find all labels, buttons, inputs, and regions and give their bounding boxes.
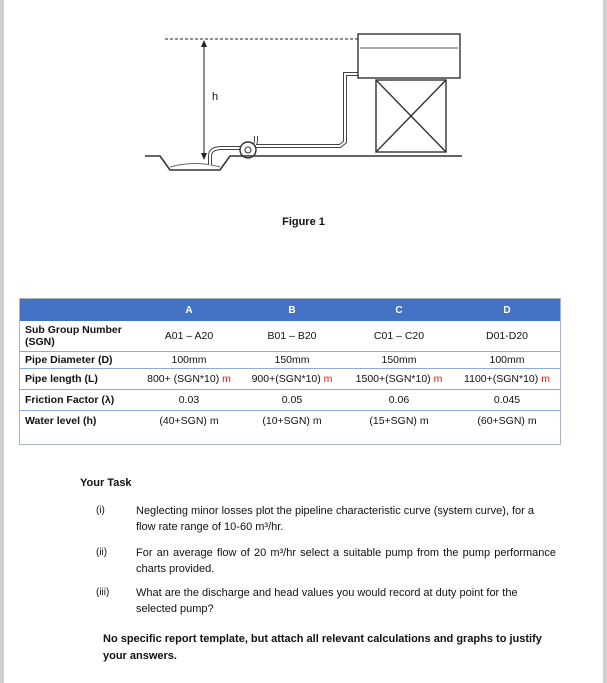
figure-caption: Figure 1 — [282, 216, 325, 228]
row-label: Sub Group Number (SGN) — [25, 324, 122, 348]
task-item-number: (ii) — [96, 547, 108, 558]
tank — [358, 34, 460, 78]
table-header-d: D — [454, 299, 560, 321]
h-arrow-bottom — [201, 153, 207, 160]
table-cell: 0.03 — [138, 390, 240, 411]
table-cell: 0.045 — [454, 390, 560, 411]
table-header-row — [20, 299, 560, 321]
row-label: Water level (h) — [20, 411, 138, 432]
row-label: Pipe length (L) — [20, 369, 138, 390]
page-edge-right — [603, 0, 607, 683]
h-arrow-top — [201, 40, 207, 47]
table-cell: 0.05 — [240, 390, 344, 411]
cell-value: 1100+(SGN*10) — [464, 373, 539, 385]
delivery-pipe-inner — [256, 74, 360, 146]
task-title: Your Task — [80, 477, 132, 489]
table-cell — [454, 369, 560, 390]
row-label: Friction Factor (λ) — [20, 390, 138, 411]
table-header-b: B — [240, 299, 344, 321]
task-item-1 — [96, 503, 566, 537]
table-header-a: A — [138, 299, 240, 321]
table-cell: (10+SGN) m — [240, 411, 344, 432]
cell-value: 800+ (SGN*10) — [147, 373, 220, 385]
row-label: Pipe Diameter (D) — [20, 352, 138, 369]
task-item-text: What are the discharge and head values you would record at duty point for the selected pump? — [136, 587, 518, 615]
table-row — [20, 411, 560, 432]
unit-text: m — [323, 373, 333, 385]
table-cell: C01 – C20 — [373, 330, 425, 342]
table-cell: 100mm — [454, 352, 560, 369]
unit-text: m — [541, 373, 550, 385]
table-cell: 150mm — [344, 352, 454, 369]
table-cell: 100mm — [138, 352, 240, 369]
parameter-table-box — [19, 298, 561, 445]
table-header-corner — [20, 299, 138, 321]
table-cell — [344, 369, 454, 390]
cell-value: 1500+(SGN*10) — [355, 373, 431, 385]
sump-ground — [145, 156, 240, 170]
parameter-table — [20, 299, 560, 431]
unit-text: m — [222, 373, 231, 385]
pump-tank-diagram — [140, 28, 470, 188]
table-cell: D01-D20 — [485, 330, 529, 342]
report-note: No specific report template, but attach all relevant calculations and graphs to justify your answers. — [103, 633, 542, 662]
table-cell: 150mm — [240, 352, 344, 369]
task-item-3 — [96, 585, 566, 619]
task-item-number: (i) — [96, 505, 105, 516]
task-item-2 — [96, 545, 566, 579]
table-cell — [138, 369, 240, 390]
table-header-c: C — [344, 299, 454, 321]
unit-text: m — [433, 373, 443, 385]
table-row — [20, 369, 560, 390]
page-edge-left — [0, 0, 4, 683]
table-row — [20, 390, 560, 411]
table-cell: (60+SGN) m — [454, 411, 560, 432]
table-cell — [240, 369, 344, 390]
table-cell: (15+SGN) m — [344, 411, 454, 432]
table-cell: A01 – A20 — [164, 330, 214, 342]
table-cell: B01 – B20 — [267, 330, 317, 342]
sump-water — [170, 164, 220, 168]
task-item-text: Neglecting minor losses plot the pipeline characteristic curve (system curve), for a flow rate range of 10-60 m³/hr. — [136, 505, 534, 533]
task-item-number: (iii) — [96, 587, 110, 598]
table-cell: 0.06 — [344, 390, 454, 411]
table-cell: (40+SGN) m — [138, 411, 240, 432]
h-label: h — [212, 91, 219, 103]
cell-value: 900+(SGN*10) — [251, 373, 321, 385]
table-row — [20, 352, 560, 369]
table-row — [20, 321, 560, 352]
task-item-text: For an average flow of 20 m³/hr select a suitable pump from the pump performance charts provided. — [136, 547, 556, 575]
